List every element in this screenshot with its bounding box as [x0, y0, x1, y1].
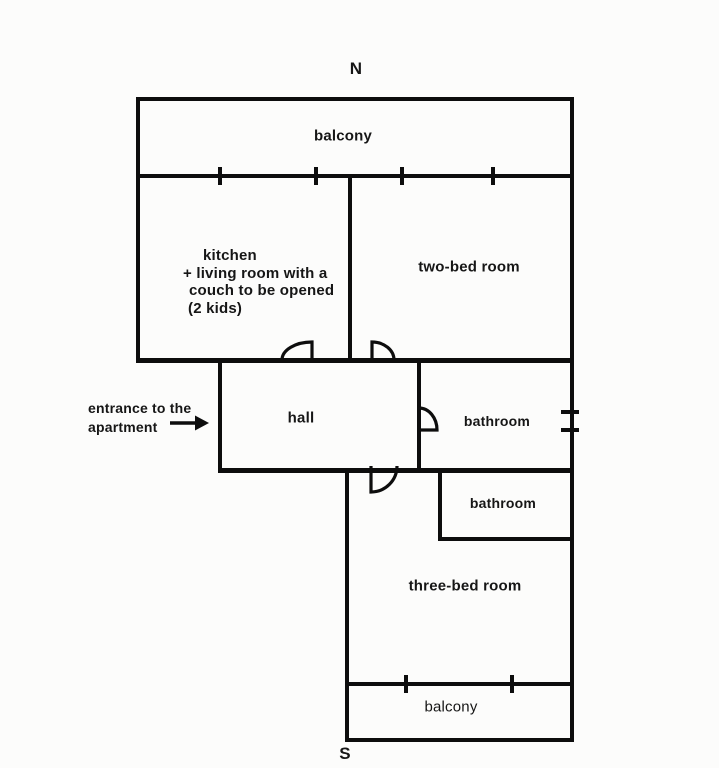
window-tick: [400, 167, 404, 185]
wall-threebed-left: [345, 468, 349, 742]
entrance-line: apartment: [88, 419, 158, 435]
wall-balcony-north-bottom: [136, 174, 574, 178]
bathroom-main-label: bathroom: [463, 413, 531, 429]
kitchen-living-label: [183, 247, 334, 317]
two-bed-room-label: two-bed room: [418, 258, 520, 276]
wall-bathroom-small-bottom: [438, 537, 574, 541]
balcony-south-label: balcony: [424, 698, 478, 716]
hall-label: hall: [287, 409, 315, 427]
wall-hall-bathroom-divider: [417, 358, 421, 473]
window-tick: [314, 167, 318, 185]
kitchen-living-line: kitchen: [203, 247, 257, 264]
wall-kitchen-twobed-divider: [348, 176, 352, 360]
entrance-line: entrance to the: [88, 400, 192, 416]
three-bed-room-label: three-bed room: [408, 577, 522, 595]
wall-bathroom-small-left: [438, 470, 442, 541]
window-tick: [491, 167, 495, 185]
kitchen-living-line: + living room with a: [183, 264, 328, 282]
kitchen-living-line: couch to be opened: [189, 282, 335, 299]
wall-hall-bathroom-bottom: [218, 468, 574, 473]
entrance-label: [88, 399, 191, 437]
window-tick: [561, 428, 579, 432]
window-tick: [561, 410, 579, 414]
bathroom-small-label: bathroom: [469, 495, 537, 511]
balcony-north-label: balcony: [313, 127, 373, 145]
kitchen-living-line: (2 kids): [188, 299, 243, 317]
wall-main-horizontal: [136, 358, 574, 363]
wall-hall-left: [218, 358, 222, 473]
compass-north-label: N: [349, 59, 363, 78]
compass-south-label: S: [339, 744, 351, 763]
wall-balcony-north-top: [136, 97, 574, 101]
window-tick: [218, 167, 222, 185]
door-arc-bathroom: [419, 408, 437, 430]
window-tick: [404, 675, 408, 693]
wall-outer-left: [136, 97, 140, 363]
wall-outer-right: [570, 97, 574, 742]
wall-balcony-south-top: [345, 682, 574, 686]
window-tick: [510, 675, 514, 693]
wall-balcony-south-bottom: [345, 738, 574, 742]
